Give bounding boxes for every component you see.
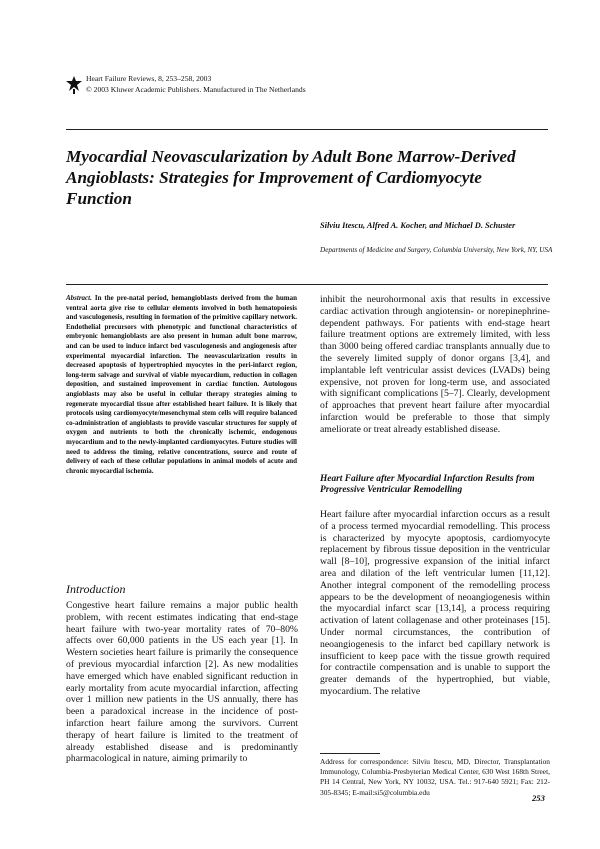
paragraph: Heart failure after myocardial infarction occurs as a result of a process termed myocardial remodelling. This process is characterized by myocyte apoptosis, cardiomyocyte replacement by fibrous tissue deposition in the ventricular wall [8–10], progressive expansion of the initial infarct area and dilation of the left ventricular lumen [11,12]. Another integral component of the remodelling process appears to be the development of neoangiogenesis within the myocardial infarct scar [13,14], a process requiring activation of latent collagenase and other proteinases [15]. Under normal circumstances, the contribution of neoangiogenesis to the infarct bed capillary network is insufficient to keep pace with the tissue growth required for contractile compensation and is unable to support the greater demands of the hypertrophied, but viable, myocardium. The relative — [320, 509, 550, 697]
correspondence-footnote: Address for correspondence: Silviu Itescu, MD, Director, Transplantation Immunology, Columbia-Presbyterian Medical Center, 630 West 168th Street, PH 14 Central, New York, NY 10032, USA. Tel.: 917-640 5921; Fax: 212-305-8345; E-mail:si5@columbia.edu — [320, 757, 550, 797]
abstract — [66, 294, 297, 476]
authors: Silviu Itescu, Alfred A. Kocher, and Michael D. Schuster — [320, 221, 516, 230]
section-subheading: Heart Failure after Myocardial Infarction Results from Progressive Ventricular Remodelling — [320, 474, 535, 496]
article-title: Myocardial Neovascularization by Adult Bone Marrow-Derived Angioblasts: Strategies for Improvement of Cardiomyocyte Function — [66, 147, 516, 208]
kluwer-logo-icon — [66, 76, 82, 94]
journal-citation: Heart Failure Reviews, 8, 253–258, 2003 — [86, 74, 212, 83]
introduction-paragraph: Congestive heart failure remains a major public health problem, with recent estimates indicating that end-stage heart failure with two-year mortality rates of 70–80% affects over 60,000 patients in the US each year [1]. In Western societies heart failure is primarily the consequence of previous myocardial infarction [2]. As new modalities have emerged which have enabled significant reduction in early mortality from acute myocardial infarction, affecting over 1 million new patients in the US annually, there has been a paradoxical increase in the incidence of post-infarction heart failure among the survivors. Current therapy of heart failure is limited to the treatment of already established disease and is predominantly pharmacological in nature, aiming primarily to — [66, 600, 298, 765]
journal-header — [86, 73, 306, 95]
abstract-rule — [66, 284, 548, 285]
page-number: 253 — [532, 793, 545, 803]
footnote-rule — [320, 753, 380, 754]
introduction-text — [66, 600, 298, 765]
introduction-heading: Introduction — [66, 582, 126, 596]
right-column-para1 — [320, 294, 550, 436]
top-rule — [66, 129, 548, 130]
abstract-text: In the pre-natal period, hemangioblasts derived from the human ventral aorta give rise to cellular elements involved in both hematopoiesis and vasculogenesis, resulting in formation of the primitive capillary network. Endothelial precursors with phenotypic and functional characteristics of embryonic hemangioblasts are also present in human adult bone marrow, and can be used to induce infarct bed vasculogenesis and angiogenesis after experimental myocardial infarction. The neovascularization results in decreased apoptosis of hypertrophied myocytes in the peri-infarct region, long-term salvage and survival of viable myocardium, reduction in collagen deposition, and sustained improvement in cardiac function. Autologous angioblasts may also be useful in cellular therapy strategies aiming to regenerate myocardial tissue after established heart failure. It is likely that protocols using cardiomyocyte/mesenchymal stem cells will require balanced co-administration of angioblasts to provide vascular structures for supply of oxygen and nutrients to both the chronically ischemic, endogenous myocardium and to the newly-implanted cardiomyocytes. Future studies will need to address the timing, relative concentrations, source and route of delivery of each of these cellular populations in animal models of acute and chronic myocardial ischemia. — [66, 294, 297, 475]
copyright-line: © 2003 Kluwer Academic Publishers. Manufactured in The Netherlands — [86, 85, 306, 94]
affiliation: Departments of Medicine and Surgery, Columbia University, New York, NY, USA — [320, 246, 553, 254]
abstract-label: Abstract. — [66, 294, 92, 302]
paragraph: inhibit the neurohormonal axis that results in excessive cardiac activation through angiotensin- or norepinephrine-dependent pathways. For patients with end-stage heart failure treatment options are extremely limited, with less than 3000 being offered cardiac transplants annually due to the severely limited supply of donor organs [3,4], and implantable left ventricular assist devices (LVADs) being expensive, not proven for long-term use, and associated with significant complications [5–7]. Clearly, development of approaches that prevent heart failure after myocardial infarction would be preferable to those that simply ameliorate or treat already established disease. — [320, 294, 550, 435]
right-column-para2 — [320, 509, 550, 698]
